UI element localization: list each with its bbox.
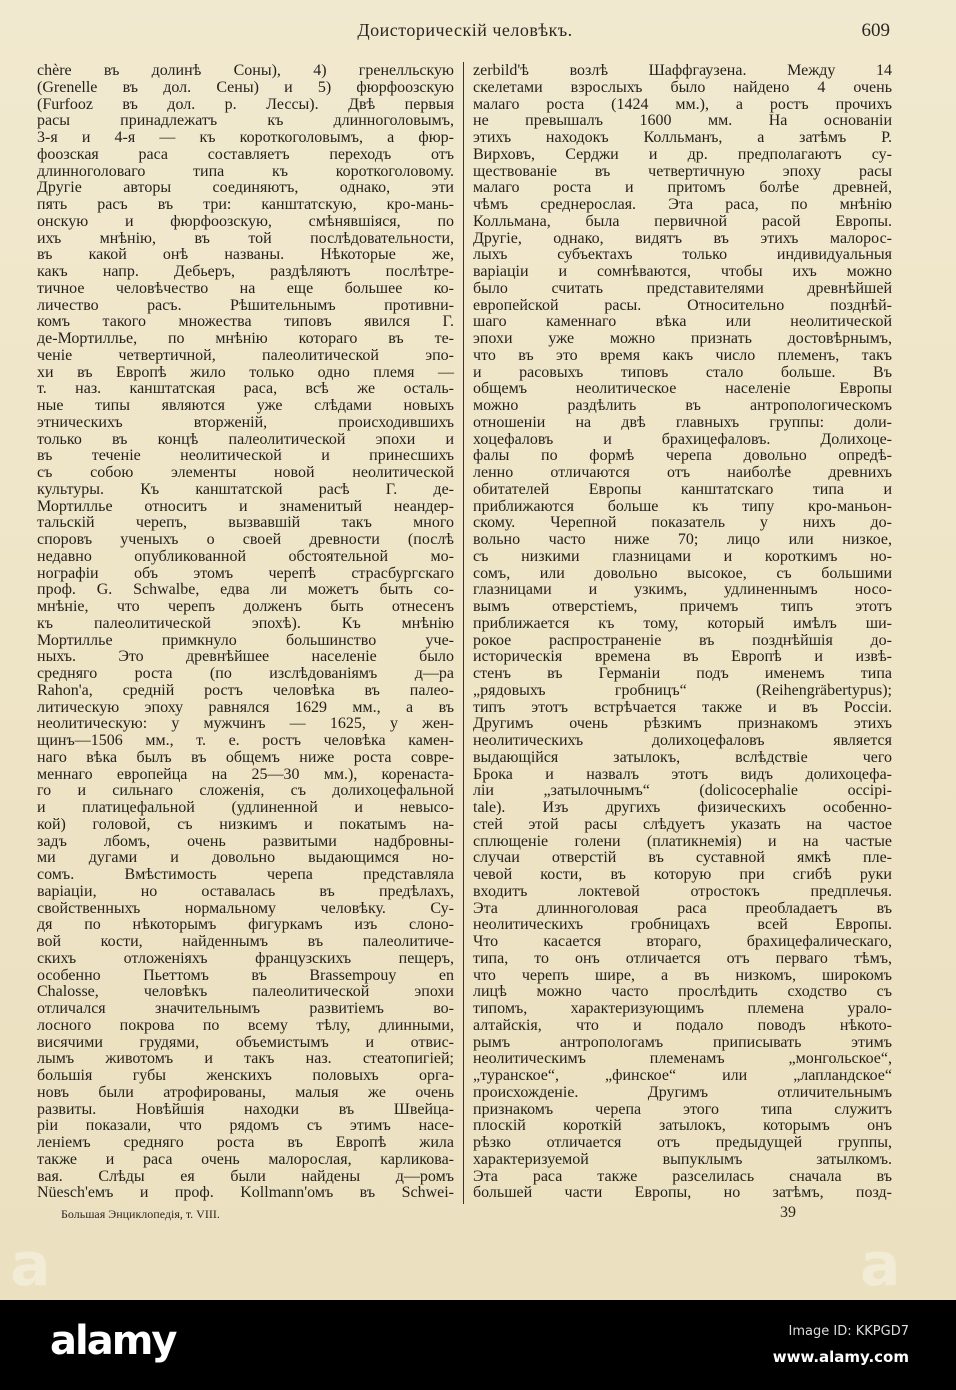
text-line: общемъ неолитическое населеніе Европы (473, 380, 892, 398)
text-line: ми дугами и довольно выдающимся но- (37, 849, 454, 867)
text-line: приближаются больше къ типу кро-маньон- (473, 497, 892, 515)
text-line: большей части Европы, но затѣмъ, позд- (473, 1184, 892, 1202)
text-line: чевой кости, въ которую при сгибѣ руки (473, 866, 892, 883)
text-line: малаго роста (1424 мм.), а ростъ прочихъ (473, 95, 892, 113)
text-line: неолитическимъ племенамъ „монгольское“, (473, 1050, 892, 1068)
text-line: леніемъ средняго роста въ Европѣ жила (37, 1134, 454, 1151)
text-line: пять расъ въ три: канштатскую, кро-мань- (37, 196, 454, 213)
text-line: ные типы являются уже слѣдами новыхъ (37, 397, 454, 414)
text-line: варіаціи и сомнѣваются, чтобы ихъ можно (473, 263, 892, 280)
text-line: дя по нѣкоторымъ фигуркамъ изъ слоно- (37, 916, 454, 934)
text-line: чѣмъ среднерослая. Эта раса, по мнѣнію (473, 196, 892, 213)
text-line: средняго роста (по изслѣдованіямъ д—ра (37, 665, 454, 682)
alamy-url-link[interactable]: www.alamy.com (772, 1348, 909, 1366)
text-line: признакомъ черепа этого типа служитъ (473, 1100, 892, 1118)
text-line: въ какой онѣ названы. Нѣкоторые же, (37, 246, 454, 264)
text-line: фалы по формѣ черепа довольно опредѣ- (473, 447, 892, 465)
text-line: происхожденіе. Другимъ отличительнымъ (473, 1083, 892, 1101)
text-line: фоозская раса составляетъ переходъ отъ (37, 145, 454, 163)
text-line: случаи отверстій въ суставной ямкѣ пле- (473, 849, 892, 867)
text-line: особенно Пьеттомъ въ Brassempouy en (37, 966, 454, 984)
text-line: Мортиллье примкнуло большинство уче- (37, 631, 454, 649)
text-line: кой) головой, съ низкимъ и покатымъ на- (37, 815, 454, 833)
text-line: эпохи уже можно признать достовѣрнымъ, (473, 330, 892, 347)
text-line: личество расъ. Рѣшительнымъ противни- (37, 296, 454, 314)
text-line: литическую эпоху равнялся 1629 мм., а въ (37, 698, 454, 716)
text-line: алтайскія, что и подало поводъ нѣкото- (473, 1016, 892, 1034)
text-line: тальскій черепъ, вызвавшій такъ много (37, 514, 454, 532)
column-divider (463, 62, 464, 1204)
text-line: въ теченіе неолитической и принесшихъ (37, 447, 454, 465)
watermark-icon: a (10, 1230, 51, 1300)
text-line: задъ лбомъ, очень развитыми надбровны- (37, 832, 454, 850)
text-line: что черепъ шире, а въ низкомъ, широкомъ (473, 966, 892, 984)
text-line: съ собою элементы новой неолитической (37, 464, 454, 481)
text-line: шаго каменнаго вѣка или неолитической (473, 313, 892, 331)
text-line: плоскій короткій затылокъ, которымъ онъ (473, 1117, 892, 1135)
text-line: щинъ—1506 мм., т. е. ростъ человѣка камен- (37, 732, 454, 749)
text-line: культуры. Къ канштатской расѣ Г. де- (37, 480, 454, 498)
text-line: было считать представителями древнѣйшей (473, 279, 892, 297)
text-line: также и раса очень малорослая, карликова- (37, 1150, 454, 1168)
text-line: вая. Слѣды ея были найдены д—ромъ (37, 1167, 454, 1185)
text-line: отличался значительнымъ развитіемъ во- (37, 1000, 454, 1017)
text-line: что въ это время какъ число племенъ, такъ (473, 346, 892, 364)
text-line: какъ напр. Дебьеръ, раздѣляютъ послѣтре- (37, 263, 454, 280)
text-line: историческія времена въ Европѣ и извѣ- (473, 648, 892, 666)
text-line: лымъ животомъ и такъ наз. стеатопигіей; (37, 1050, 454, 1068)
text-line: не превышалъ 1600 мм. На основаніи (473, 112, 892, 130)
text-line: наго вѣка былъ въ общемъ ниже роста совре- (37, 748, 454, 766)
text-line: типа, то онъ отличается отъ перваго тѣмъ, (473, 949, 892, 967)
running-head-title: Доисторическій человѣкъ. (357, 20, 573, 40)
text-line: мнѣніе, что черепъ долженъ быть отнесенъ (37, 598, 454, 615)
text-line: новъ были атрофированы, малыя же очень (37, 1083, 454, 1101)
text-line: хи въ Европѣ жило только одно племя — (37, 363, 454, 381)
text-line: „рядовыхъ гробницъ“ (Reihengräbertypus); (473, 681, 892, 699)
text-line: ихъ мнѣнію, въ той послѣдовательности, (37, 229, 454, 247)
text-line: только въ концѣ палеолитической эпохи и (37, 430, 454, 448)
text-line: Мортиллье относитъ и знаменитый неандер- (37, 497, 454, 515)
text-line: расы принадлежатъ къ длинноголовымъ, (37, 112, 454, 130)
watermark-icon: a (860, 1230, 901, 1300)
text-line: малаго роста и притомъ болѣе древней, (473, 179, 892, 197)
text-line: неолитическихъ гробницахъ всей Европы. (473, 916, 892, 934)
text-line: скому. Черепной показатель у нихъ до- (473, 514, 892, 532)
text-line: скихъ отложеніяхъ французскихъ пещеръ, (37, 949, 454, 967)
left-text-column (37, 63, 454, 1202)
text-line: Колльмана, была первичной расой Европы. (473, 212, 892, 230)
text-line: недавно опубликованной обстоятельной мо- (37, 547, 454, 565)
text-line: проф. G. Schwalbe, едва ли можетъ быть со- (37, 581, 454, 599)
text-line: скелетами взрослыхъ было найдено 4 очень (473, 78, 892, 96)
text-line: типомъ, характеризующимъ племена урало- (473, 1000, 892, 1017)
text-line: выдающійся затылокъ, вслѣдствіе чего (473, 748, 892, 766)
text-line: ществованіе въ четвертичную эпоху расы (473, 162, 892, 180)
text-line: рымъ антропологамъ приписывать этимъ (473, 1033, 892, 1051)
text-line: нографіи объ этомъ черепѣ страсбургскаго (37, 564, 454, 582)
text-line: входитъ локтевой отростокъ предплечья. (473, 882, 892, 900)
text-line: и платицефальной (удлиненной и невысо- (37, 799, 454, 816)
page-number: 609 (861, 20, 890, 41)
text-line: свойственныхъ нормальному человѣку. Су- (37, 899, 454, 917)
text-line: тичное человѣчество на еще большее ко- (37, 279, 454, 297)
text-line: длинноголоваго типа къ короткоголовому. (37, 162, 454, 180)
text-line: онскую и фюрфоозскую, смѣнявшіяся, по (37, 212, 454, 230)
text-line: Брока и назвалъ этотъ видъ долихоцефа- (473, 765, 892, 783)
text-line: го и сильнаго сложенія, съ долихоцефальной (37, 782, 454, 800)
footer-publication: Большая Энциклопедія, т. VIII. (61, 1207, 220, 1221)
text-line: лосного покрова по всему тѣлу, длинными, (37, 1016, 454, 1034)
text-line: стенъ въ Германіи подъ именемъ типа (473, 665, 892, 682)
text-line: хоцефаловъ и брахицефаловъ. Долихоце- (473, 430, 892, 448)
image-id-text: Image ID: KKPGD7 (788, 1324, 909, 1339)
text-line: tale). Изъ другихъ физическихъ особенно- (473, 799, 892, 816)
text-line: споровъ ученыхъ о своей древности (послѣ (37, 531, 454, 548)
text-line: „туранское“, „финское“ или „лапландское“ (473, 1067, 892, 1084)
text-line: вой кости, найденнымъ въ палеолитиче- (37, 933, 454, 950)
text-line: Nüesch'емъ и проф. Kollmann'омъ въ Schwei- (37, 1184, 454, 1202)
alamy-logo: alamy (50, 1318, 176, 1364)
text-line: европейской расы. Относительно позднѣй- (473, 296, 892, 314)
text-line: развиты. Новѣйшія находки въ Швейца- (37, 1100, 454, 1118)
text-line: отношеніи на двѣ главныхъ группы: доли- (473, 413, 892, 431)
text-line: меннаго европейца на 25—30 мм.), коренаста- (37, 765, 454, 783)
text-line: варіаціи, но оставалась въ предѣлахъ, (37, 882, 454, 900)
text-line: сомъ, или довольно высокое, съ большими (473, 564, 892, 582)
text-line: неолитическую: у мужчинъ — 1625, у жен- (37, 715, 454, 733)
text-line: ныхъ. Это древнѣйшее населеніе было (37, 648, 454, 666)
text-line: этническихъ вторженій, происходившихъ (37, 413, 454, 431)
text-line: висячими грудями, объемистымъ и отвис- (37, 1033, 454, 1051)
text-line: (Furfooz въ дол. р. Лессы). Двѣ первыя (37, 95, 454, 113)
text-line: рѣзко отличается отъ предыдущей группы, (473, 1134, 892, 1151)
text-line: chère въ долинѣ Соны), 4) гренелльскую (37, 62, 454, 79)
text-line: zerbild'ѣ возлѣ Шаффгаузена. Между 14 (473, 62, 892, 79)
text-line: ріи показали, что рядомъ съ этимъ насе- (37, 1117, 454, 1135)
text-line: комъ такого множества типовъ явился Г. (37, 313, 454, 331)
text-line: большія губы женскихъ половыхъ орга- (37, 1067, 454, 1084)
text-line: т. наз. канштатская раса, всѣ же осталь- (37, 380, 454, 398)
text-line: (Grenelle въ дол. Сены) и 5) фюрфоозскую (37, 78, 454, 96)
text-line: приближается къ тому, который имѣлъ ши- (473, 614, 892, 632)
text-line: Эта раса также разселилась сначала въ (473, 1167, 892, 1185)
text-line: ченіе четвертичной, палеолитической эпо- (37, 346, 454, 364)
text-line: глазницами и узкимъ, удлиненнымъ носо- (473, 581, 892, 599)
text-line: Chalosse, человѣкъ палеолитической эпохи (37, 983, 454, 1001)
text-line: характеризуемой выпуклымъ затылкомъ. (473, 1150, 892, 1168)
text-line: стей этой расы слѣдуетъ указать на частое (473, 815, 892, 833)
text-line: Другіе авторы соединяютъ, однако, эти (37, 179, 454, 197)
text-line: обитателей Европы канштатскаго типа и (473, 480, 892, 498)
text-line: сплющеніе голени (платикнемія) и на частые (473, 832, 892, 850)
text-line: Другимъ очень рѣзкимъ признакомъ этихъ (473, 715, 892, 733)
text-line: съ низкими глазницами и короткимъ но- (473, 547, 892, 565)
right-text-column (473, 63, 892, 1202)
text-line: де-Мортиллье, по мнѣнію котораго въ те- (37, 330, 454, 347)
text-line: и расовыхъ типовъ стало больше. Въ (473, 363, 892, 381)
text-line: типъ этотъ встрѣчается также и въ Россіи. (473, 698, 892, 716)
text-line: вымъ отверстіемъ, причемъ типъ этотъ (473, 598, 892, 615)
text-line: рокое распространеніе въ позднѣйшія до- (473, 631, 892, 649)
footer-signature-mark: 39 (780, 1204, 796, 1221)
text-line: Другіе, однако, видятъ въ этихъ малорос- (473, 229, 892, 247)
text-line: неолитическихъ долихоцефаловъ является (473, 732, 892, 749)
text-line: ліи „затылочнымъ“ (dolicocephalie occipi- (473, 782, 892, 800)
text-line: лыхъ субъектахъ только индивидуальныя (473, 246, 892, 264)
text-line: Вирховъ, Серджи и др. предполагаютъ су- (473, 145, 892, 163)
text-line: лицѣ можно часто прослѣдить сходство съ (473, 983, 892, 1001)
text-line: къ палеолитической эпохѣ). Къ мнѣнію (37, 614, 454, 632)
text-line: Эта длинноголовая раса преобладаетъ въ (473, 899, 892, 917)
text-line: вольно часто ниже 70; лицо или низкое, (473, 531, 892, 548)
watermark-bar (0, 1300, 956, 1390)
text-line: ленно отличаются отъ наиболѣе древнихъ (473, 464, 892, 481)
text-line: сомъ. Вмѣстимость черепа представляла (37, 866, 454, 883)
text-line: этихъ находокъ Колльманъ, а затѣмъ Р. (473, 129, 892, 146)
text-line: Rahon'a, средній ростъ человѣка въ палео- (37, 681, 454, 699)
text-line: можно раздѣлить въ антропологическомъ (473, 397, 892, 414)
text-line: 3-я и 4-я — къ короткоголовымъ, а фюр- (37, 129, 454, 146)
text-line: Что касается втораго, брахицефалическаго, (473, 933, 892, 950)
